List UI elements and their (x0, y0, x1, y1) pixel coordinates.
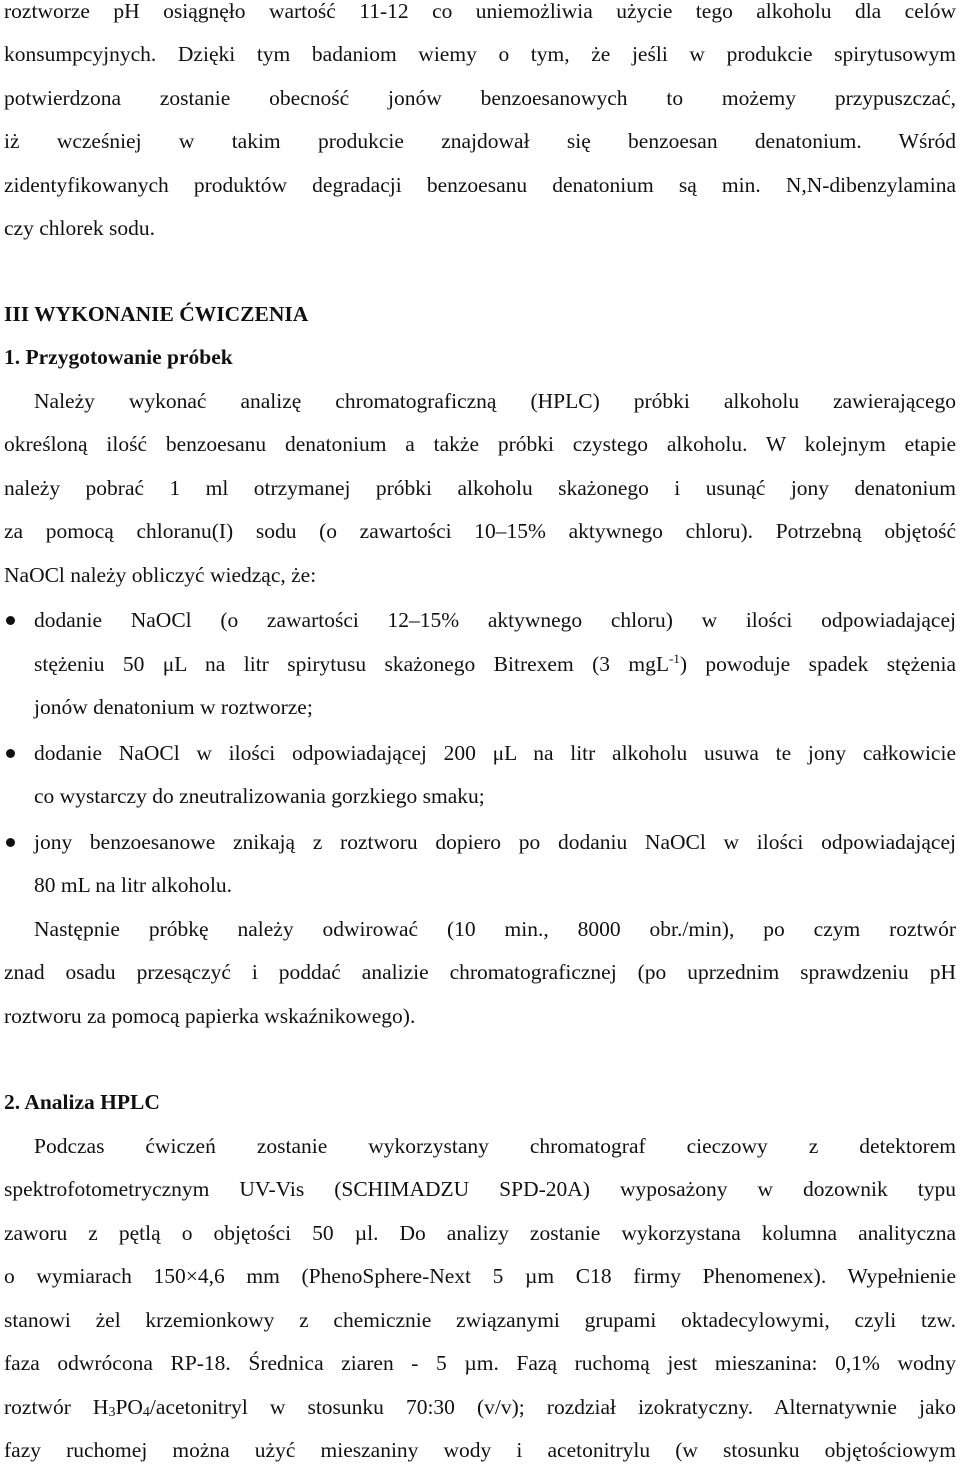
sub1-line-1: Należy wykonać analizę chromatograficzną (HPLC) próbki alkoholu zawierającego (34, 389, 956, 413)
para2-line-1: Następnie próbkę należy odwirować (10 min., 8000 obr./min), po czym roztwór (34, 917, 956, 941)
bullet-1-line-2 (34, 649, 956, 679)
para1-line-2: konsumpcyjnych. Dzięki tym badaniom wiemy o tym, że jeśli w produkcie spirytusowym (4, 42, 956, 66)
sub2-line-8: fazy ruchomej można użyć mieszaniny wody i acetonitrylu (w stosunku objętościowym (4, 1438, 956, 1462)
bullet-3-line-2: 80 mL na litr alkoholu. (34, 873, 233, 897)
sub2-line-2: spektrofotometrycznym UV-Vis (SCHIMADZU SPD-20A) wyposażony w dozownik typu (4, 1177, 956, 1201)
sub1-line-5: NaOCl należy obliczyć wiedząc, że: (4, 563, 317, 587)
bullet-1-line-2-end: ) powoduje spadek stężenia (679, 652, 956, 676)
para2-line-3: roztworu za pomocą papierka wskaźnikowego). (4, 1004, 416, 1028)
sub2-line-1: Podczas ćwiczeń zostanie wykorzystany chromatograf cieczowy z detektorem (34, 1134, 956, 1158)
subsection-1-heading: 1. Przygotowanie próbek (4, 345, 233, 369)
subscript-4: 4 (142, 1405, 150, 1420)
bullet-1-line-2-text: stężeniu 50 μL na litr spirytusu skażonego Bitrexem (3 mgL (34, 652, 670, 676)
bullet-2-line-1: dodanie NaOCl w ilości odpowiadającej 200 μL na litr alkoholu usuwa te jony całkowicie (34, 741, 956, 765)
para2-line-2: znad osadu przesączyć i poddać analizie chromatograficznej (po uprzednim sprawdzeniu pH (4, 960, 956, 984)
sub2-line-7-end: /acetonitryl w stosunku 70:30 (v/v); rozdział izokratyczny. Alternatywnie jako (149, 1395, 956, 1419)
sub1-line-4: za pomocą chloranu(I) sodu (o zawartości 10–15% aktywnego chloru). Potrzebną objętość (4, 519, 956, 543)
sub1-line-2: określoną ilość benzoesanu denatonium a także próbki czystego alkoholu. W kolejnym etapie (4, 432, 956, 456)
bullet-1-line-1: dodanie NaOCl (o zawartości 12–15% aktywnego chloru) w ilości odpowiadającej (34, 608, 956, 632)
sub2-line-7-text: roztwór H (4, 1395, 109, 1419)
section-heading: III WYKONANIE ĆWICZENIA (4, 302, 309, 326)
bullet-1-superscript: -1 (669, 651, 680, 666)
para1-line-6: czy chlorek sodu. (4, 216, 156, 240)
para1-line-3: potwierdzona zostanie obecność jonów benzoesanowych to możemy przypuszczać, (4, 86, 956, 110)
sub2-line-6: faza odwrócona RP-18. Średnica ziaren - 5 µm. Fazą ruchomą jest mieszanina: 0,1% wodny (4, 1351, 956, 1375)
sub2-line-3: zaworu z pętlą o objętości 50 µl. Do analizy zostanie wykorzystana kolumna analityczna (4, 1221, 956, 1245)
sub2-line-5: stanowi żel krzemionkowy z chemicznie związanymi grupami oktadecylowymi, czyli tzw. (4, 1308, 956, 1332)
subscript-3: 3 (108, 1405, 116, 1420)
bullet-1-dot (6, 616, 15, 625)
para1-line-4: iż wcześniej w takim produkcie znajdował się benzoesan denatonium. Wśród (4, 129, 956, 153)
para1-line-1: roztworze pH osiągnęło wartość 11-12 co uniemożliwia użycie tego alkoholu dla celów (4, 0, 956, 23)
subsection-2-heading: 2. Analiza HPLC (4, 1090, 160, 1114)
para1-line-5: zidentyfikowanych produktów degradacji benzoesanu denatonium są min. N,N-dibenzylamina (4, 173, 956, 197)
bullet-2-line-2: co wystarczy do zneutralizowania gorzkiego smaku; (34, 784, 485, 808)
sub1-line-3: należy pobrać 1 ml otrzymanej próbki alkoholu skażonego i usunąć jony denatonium (4, 476, 956, 500)
bullet-1-line-3: jonów denatonium w roztworze; (34, 695, 313, 719)
sub2-line-7 (4, 1392, 956, 1422)
sub2-line-4: o wymiarach 150×4,6 mm (PhenoSphere-Next 5 µm C18 firmy Phenomenex). Wypełnienie (4, 1264, 956, 1288)
bullet-2-dot (6, 749, 15, 758)
sub2-line-7-formula: PO (115, 1395, 143, 1419)
bullet-3-dot (6, 838, 15, 847)
bullet-3-line-1: jony benzoesanowe znikają z roztworu dopiero po dodaniu NaOCl w ilości odpowiadającej (34, 830, 956, 854)
